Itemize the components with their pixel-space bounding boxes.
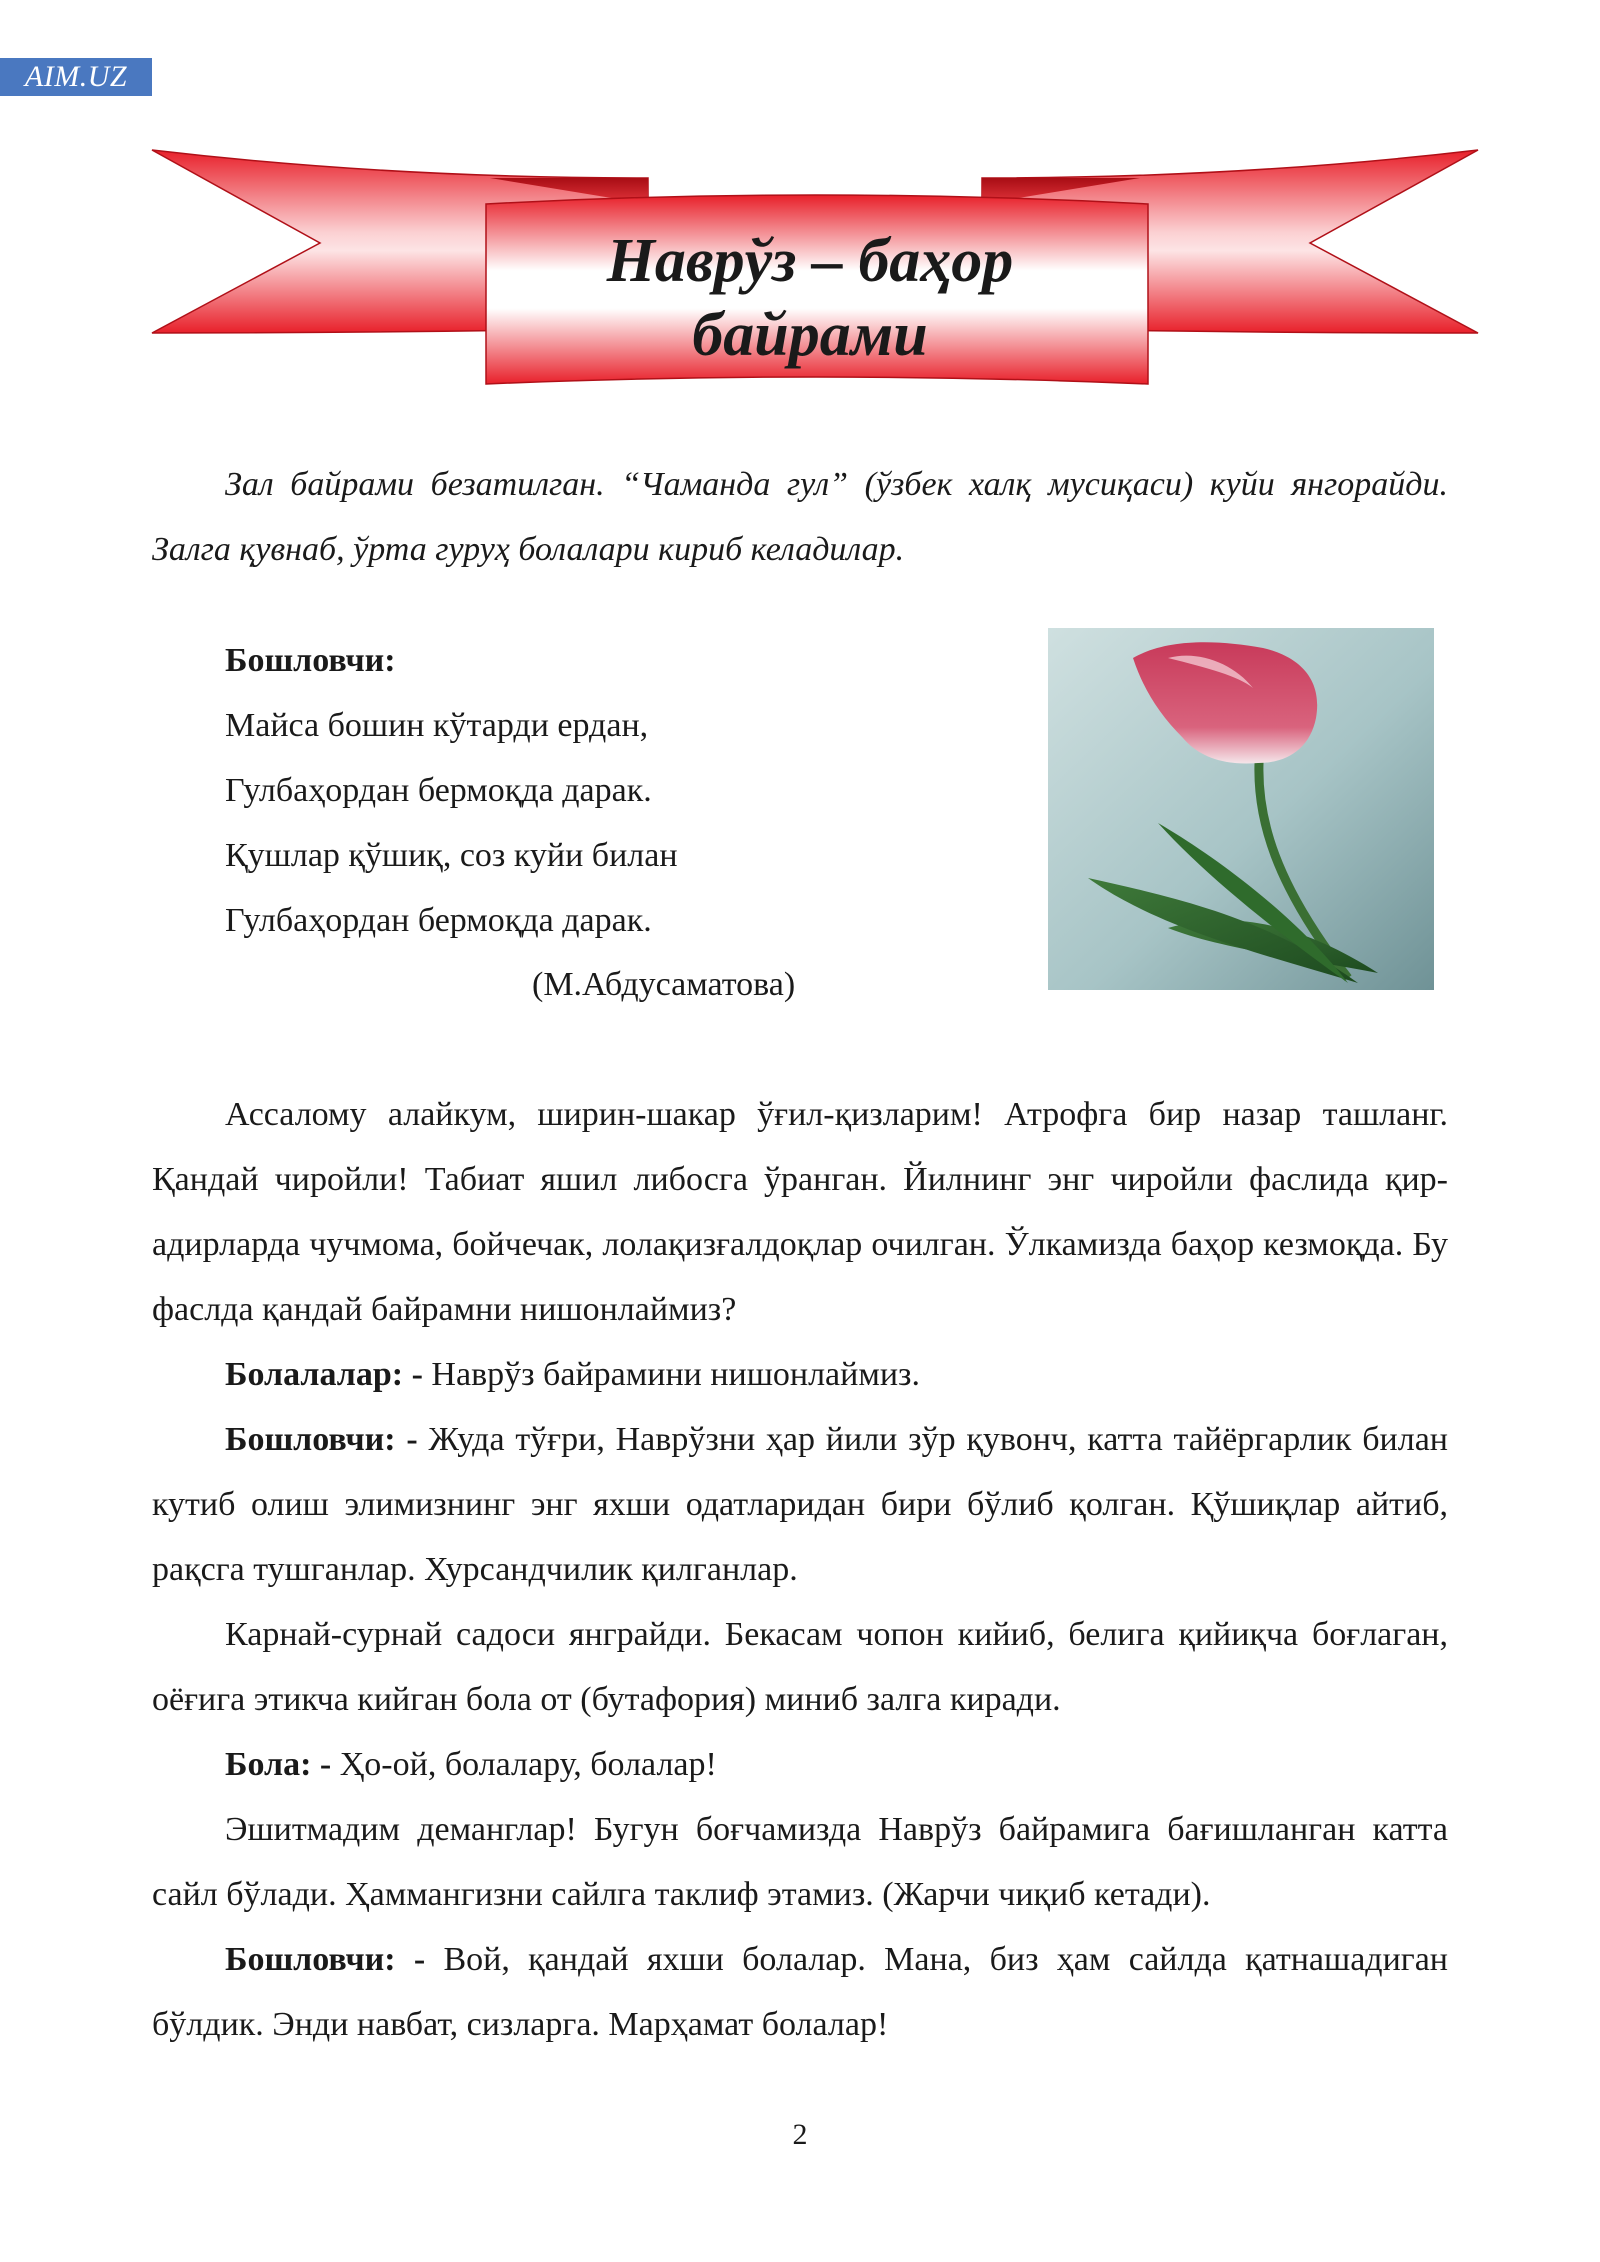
paragraph-text: Эшитмадим деманглар! Бугун боғчамизда Наврўз байрамига бағишланган катта сайл бўлади. Ҳаммангизни сайлга таклиф этамиз. (Жарчи чиқиб кетади).: [152, 1811, 1448, 1913]
paragraph-text: Наврўз байрамини нишонлаймиз.: [422, 1356, 920, 1393]
dialogue-paragraph: [152, 1082, 1448, 1342]
site-badge: AIM.UZ: [0, 58, 152, 96]
dialogue-paragraph: [152, 1797, 1448, 1927]
page-number: 2: [792, 2118, 808, 2151]
dialogue-paragraph: [152, 1927, 1448, 2057]
dialogue-paragraph: [152, 1407, 1448, 1602]
poem-block: [225, 628, 678, 953]
paragraph-text: Карнай-сурнай садоси янграйди. Бекасам чопон кийиб, белига қийиқча боғлаган, оёғига этикча кийган бола от (бутафория) миниб залга киради.: [152, 1616, 1448, 1718]
title-banner: [150, 148, 1480, 398]
speaker-label: Бола: -: [225, 1746, 332, 1783]
speaker-label: Бошловчи: -: [225, 1941, 426, 1978]
title-line-1: Наврўз – баҳор: [606, 227, 1014, 295]
paragraph-text: Ассалому алайкум, ширин-шакар ўғил-қизларим! Атрофга бир назар ташланг. Қандай чиройли! Табиат яшил либосга ўранган. Йилнинг энг чиройли фаслида қир-адирларда чучмома, бойчечак, лолақизғалдоқлар очилган. Ўлкамизда баҳор кезмоқда. Бу фаслда қандай байрамни нишонлаймиз?: [152, 1096, 1448, 1328]
poem-speaker: Бошловчи:: [225, 642, 396, 679]
page-title: [480, 224, 1140, 372]
dialogue-paragraph: [152, 1732, 1448, 1797]
poem-line: Майса бошин кўтарди ердан,: [225, 707, 649, 744]
intro-block: [152, 452, 1448, 582]
dialogue-paragraph: [152, 1342, 1448, 1407]
poem-line: Қушлар қўшиқ, соз куйи билан: [225, 837, 678, 874]
poem-line: Гулбаҳордан бермоқда дарак.: [225, 902, 652, 939]
paragraph-text: Ҳо-ой, болалару, болалар!: [331, 1746, 717, 1783]
poem-author: (М.Абдусаматова): [532, 966, 796, 1003]
paragraph-text: Жуда тўғри, Наврўзни ҳар йили зўр қувонч, катта тайёргарлик билан кутиб олиш элимизнинг энг яхши одатларидан бири бўлиб қолган. Қўшиқлар айтиб, рақсга тушганлар. Хурсандчилик қилганлар.: [152, 1421, 1448, 1588]
dialogue-block: [152, 1082, 1448, 2057]
tulip-image: [1048, 628, 1434, 990]
speaker-label: Бошловчи: -: [225, 1421, 418, 1458]
intro-paragraph: Зал байрами безатилган. “Чаманда гул” (ўзбек халқ мусиқаси) куйи янгорайди. Залга қувнаб, ўрта гуруҳ болалари кириб келадилар.: [152, 466, 1448, 568]
poem-line: Гулбаҳордан бермоқда дарак.: [225, 772, 652, 809]
speaker-label: Болалалар: -: [225, 1356, 423, 1393]
paragraph-text: Вой, қандай яхши болалар. Мана, биз ҳам сайлда қатнашадиган бўлдик. Энди навбат, сизларга. Марҳамат болалар!: [152, 1941, 1449, 2043]
title-line-2: байрами: [692, 301, 928, 369]
dialogue-paragraph: [152, 1602, 1448, 1732]
